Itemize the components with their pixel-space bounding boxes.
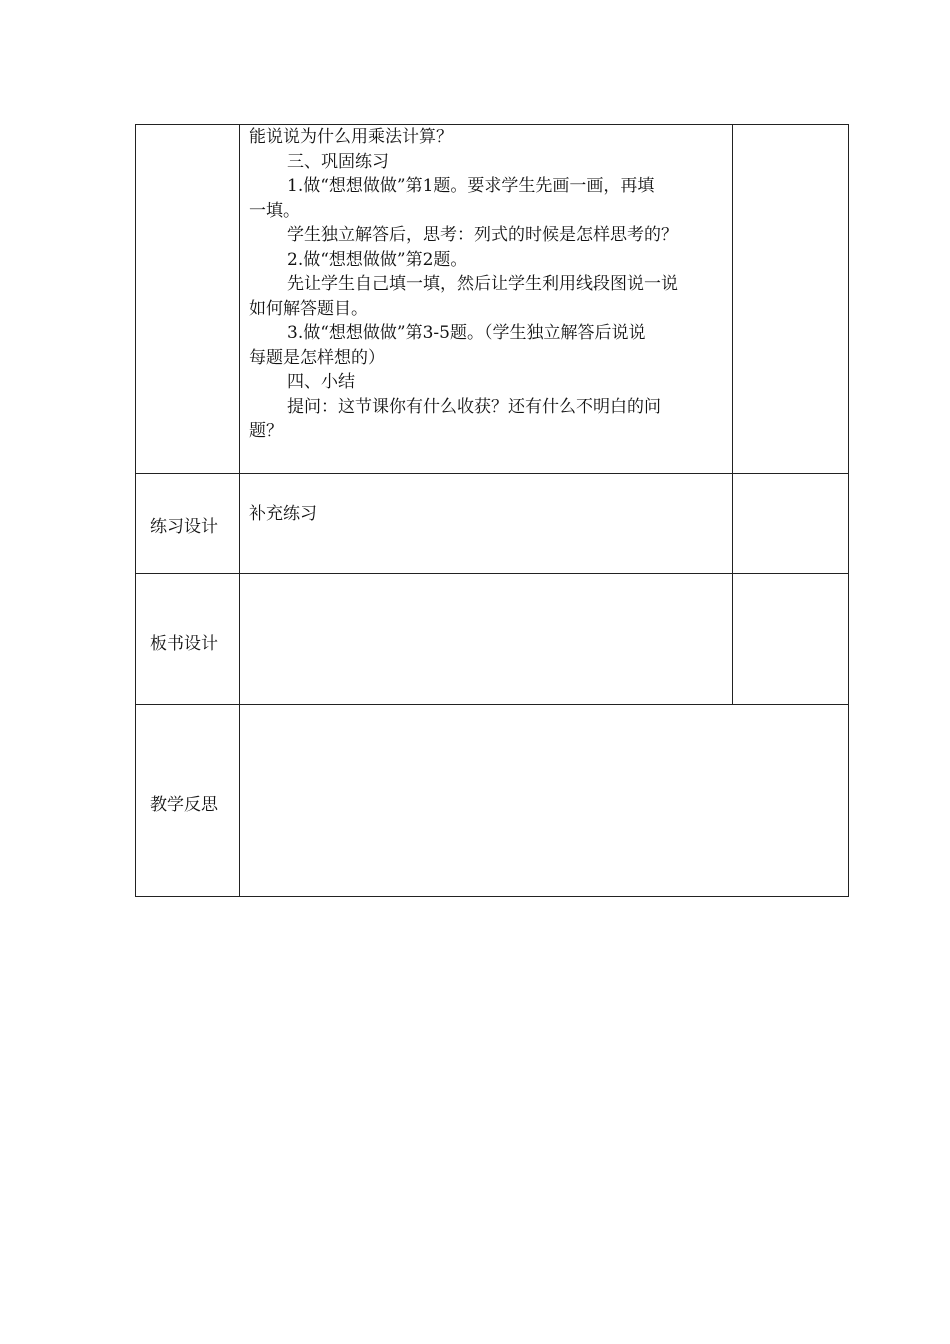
process-line: 2.做“想想做做”第2题。	[287, 249, 468, 270]
process-line: 如何解答题目。	[249, 298, 368, 319]
teaching-reflection-label: 教学反思	[150, 795, 218, 815]
table-border-right	[848, 124, 849, 897]
process-line: 每题是怎样想的）	[249, 347, 385, 368]
board-design-label: 板书设计	[150, 634, 218, 654]
process-line: 能说说为什么用乘法计算？	[249, 127, 453, 147]
table-border-bottom	[135, 896, 849, 897]
lesson-plan-table	[135, 124, 849, 897]
process-line: 先让学生自己填一填，然后让学生利用线段图说一说	[287, 274, 678, 294]
column-divider-notes	[732, 124, 733, 704]
practice-design-content: 补充练习	[249, 504, 317, 524]
process-line: 四、小结	[287, 372, 355, 392]
process-content	[249, 125, 729, 444]
process-line: 提问：这节课你有什么收获？还有什么不明白的问	[287, 396, 661, 417]
row-divider	[135, 573, 849, 574]
row-divider	[135, 473, 849, 474]
process-line: 三、巩固练习	[287, 151, 389, 172]
process-line: 题？	[249, 421, 283, 441]
practice-design-label: 练习设计	[150, 517, 218, 537]
table-border-left	[135, 124, 136, 897]
column-divider	[239, 124, 240, 897]
process-line: 一填。	[249, 200, 300, 221]
process-line: 1.做“想想做做”第1题。要求学生先画一画，再填	[287, 176, 655, 196]
process-line: 学生独立解答后，思考：列式的时候是怎样思考的？	[287, 225, 678, 245]
process-line: 3.做“想想做做”第3-5题。（学生独立解答后说说	[287, 323, 646, 343]
row-divider	[135, 704, 849, 705]
